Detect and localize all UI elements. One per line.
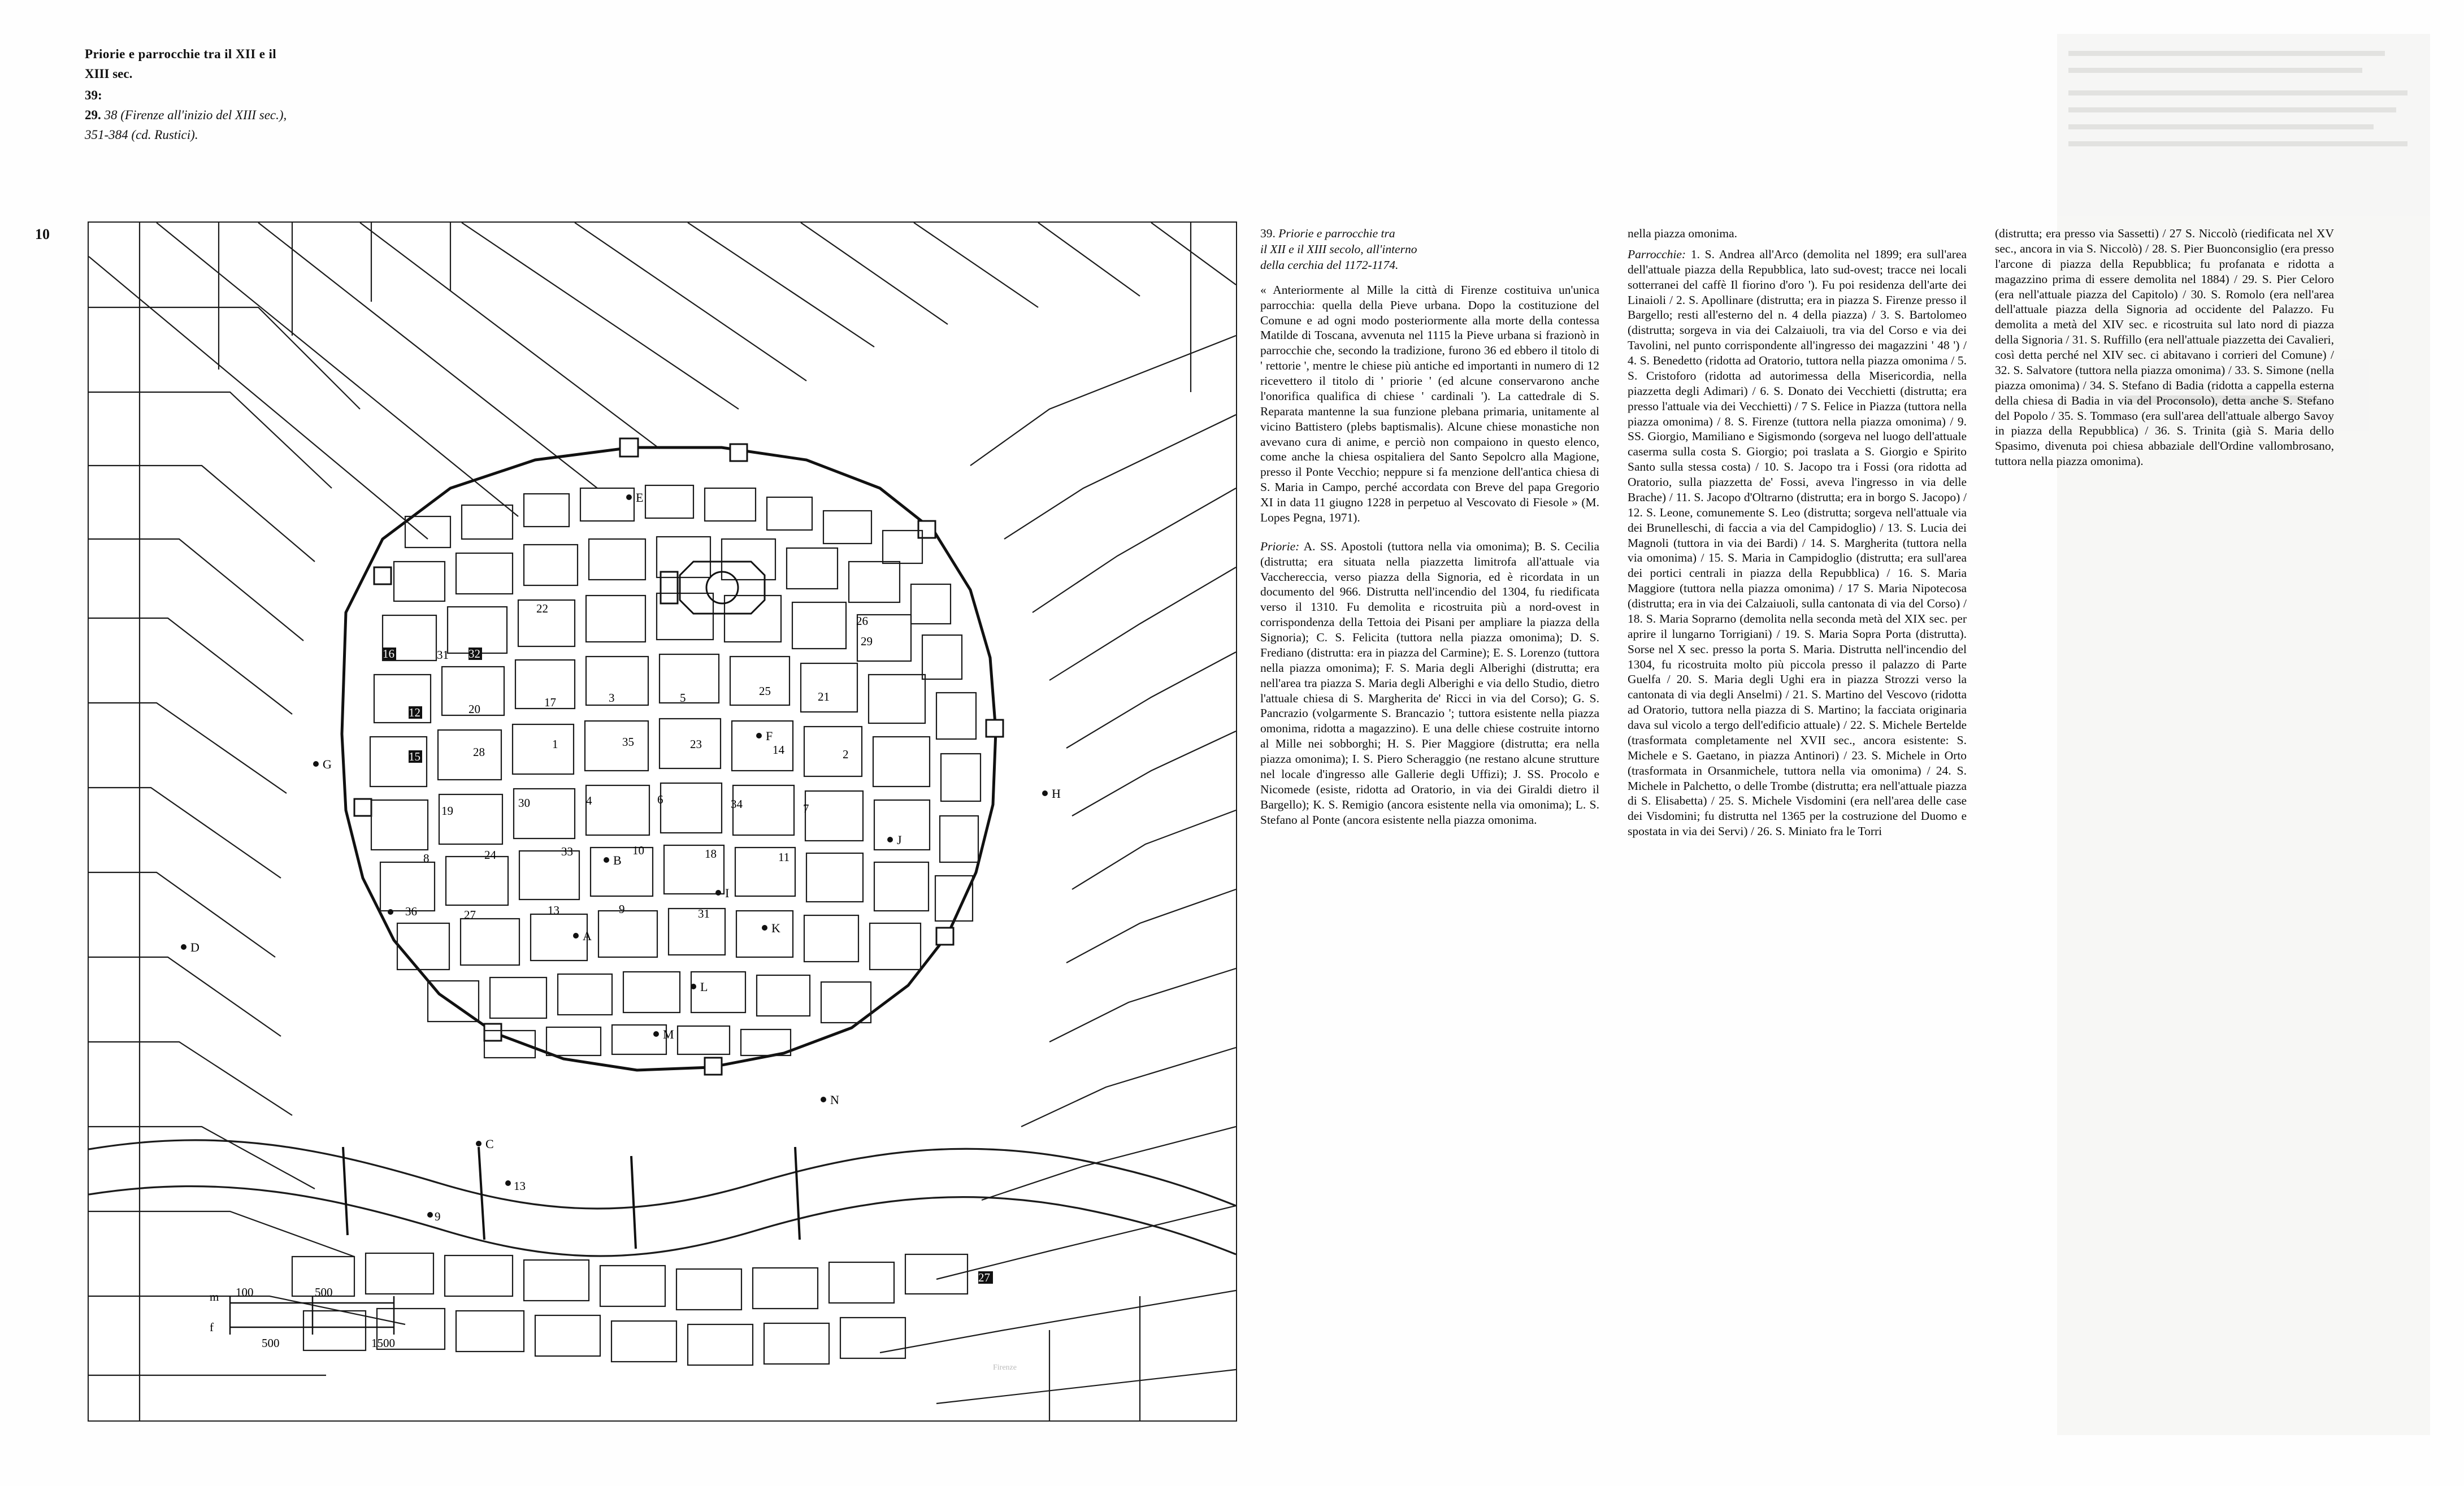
svg-text:8: 8 <box>423 851 430 865</box>
parrocchie-text: 1. S. Andrea all'Arco (demolita nel 1899; era sull'area dell'attuale piazza della Repubblica, lato sud-ovest; tracce nei locali sotterranei del caffè Il fiorino d'oro '). Fu poi residenza dell'arte dei Linaioli / 2. S. Apollinare (distrutta; era in piazza S. Firenze presso il Bargello; resti all'esterno del n. 4 della piazza) / 3. S. Bartolomeo (distrutta; sorgeva in via dei Calzaiuoli, tra via del Corso e via dei Tavolini, nel punto corrispondente all'ingresso dei magazzini ' 48 ') / 4. S. Benedetto (ridotta ad Oratorio, tuttora nella piazza omonima / 5. S. Cristoforo (ridotta ad autorimessa della Misericordia, nella piazzetta degli Adimari) / 6. S. Donato dei Vecchietti (distrutta; era presso l'attuale via dei Vecchietti) / 7 S. Felice in Piazza (tuttora nella piazza omonima) / 8. S. Firenze (tuttora nella piazza omonima) / 9. SS. Giorgio, Mamiliano e Sigismondo (sorgeva nel luogo dell'attuale caserma sulla costa S. Giorgio; poi traslata a S. Giorgio e Spirito Santo sulla stessa costa) / 10. S. Jacopo tra i Fossi (ora ridotta ad Oratorio, sulla piazzetta de' Fossi, aveva l'ingresso in via delle Brache) / 11. S. Jacopo d'Oltrarno (distrutta; era in borgo S. Jacopo) / 12. S. Leone, comunemente S. Leo (distrutta; sorgeva nell'attuale via dei Brunelleschi, di faccia a via del Campidoglio) / 13. S. Lucia dei Magnoli (tuttora in via dei Bardi) / 14. S. Margherita (tuttora nella via omonima) / 15. S. Maria in Campidoglio (distrutta; era sull'area dei portici centrali in piazza della Repubblica) / 16. S. Maria Maggiore (tuttora nella piazza omonima) / 17 S. Maria Nipotecosa (distrutta; era in via dei Calzaiuoli, sulla cantonata di via del Corso) / 18. S. Maria Soprarno (demolita nella seconda metà del XIX sec. per aprire il lungarno Torrigiani) / 19. S. Maria Sopra Porta (distrutta). Sorse nel X sec. presso la porta S. Maria. Distrutta nell'incendio del 1304, fu ricostruita molto più piccola presso il palazzo di Parte Guelfa / 20. S. Maria degli Ughi era in piazza Strozzi verso la cantonata di via degli Anselmi) / 21. S. Martino del Vescovo (ridotta ad Oratorio, tuttora nella piazza di S. Martino; la facciata originaria dava sul vicolo a tergo dell'edificio attuale) / 22. S. Michele Bertelde (trasformata completamente nel XVII sec., ancora esistente: S. Michele e S. Gaetano, in piazza Antinori) / 23. S. Michele in Orto (trasformata in Orsanmichele, tuttora nella via omonima) / 24. S. Michele in Palchetto, o delle Trombe (distrutta; era nell'attuale piazza di S. Elisabetta) / 25. S. Michele Visdomini (era nell'area delle case dei Visdomini; fu distrutta nel 1365 per la costruzione del Duomo e spostata in via dei Servi) / 26. S. Miniato fra le Torri <box>1628 247 1967 838</box>
figure-caption-line1: Priorie e parrocchie tra <box>1278 227 1395 240</box>
parrocchie-continuation: (distrutta; era presso via Sassetti) / 27 S. Niccolò (riedificata nel XV sec., ancora in via S. Niccolò) / 28. S. Pier Buonconsiglio (era presso l'arcone di piazza della Repubblica; fu profanata e ridotta a magazzino prima di essere demolita nel 1884) / 29. S. Pier Celoro (era nell'attuale piazza del Capitolo) / 30. S. Romolo (era nell'area dell'attuale piazza della Signoria ad occidente del Palazzo. Fu demolita a metà del XIV sec. e ricostruita sul lato nord di piazza della Signoria / 31. S. Ruffillo (era nell'attuale piazzetta dei Cavalieri, così detta perché nel XIV sec. ci abitavano i corrieri del Comune) / 32. S. Salvatore (tuttora nella piazza omonima) / 33. S. Simone (nella piazza omonima) / 34. S. Stefano di Badia (ridotta a cappella esterna della chiesa di Badia in via del Proconsolo), detta anche S. Stefano del Popolo / 35. S. Tommaso (era sull'area dell'attuale albergo Savoy in piazza della Repubblica) / 36. S. Trinita (già S. Maria dello Spasimo, divenuta poi chiesa abbaziale dell'Ordine vallombrosano, tuttora nella piazza omonima). <box>1995 227 2334 468</box>
priorie-block <box>1260 539 1599 828</box>
svg-text:I: I <box>725 886 730 900</box>
svg-text:1: 1 <box>552 737 558 751</box>
running-head-title-line1: Priorie e parrocchie tra il XII e il <box>85 47 277 61</box>
svg-text:26: 26 <box>856 614 868 628</box>
svg-text:14: 14 <box>773 743 784 757</box>
svg-text:m: m <box>210 1290 219 1303</box>
svg-text:2: 2 <box>843 748 849 761</box>
reference-text-2: 351-384 (cd. Rustici). <box>85 127 198 142</box>
svg-text:25: 25 <box>759 684 771 698</box>
running-head-title-line2: XIII sec. <box>85 66 133 81</box>
folio-number-left: 10 <box>35 226 50 242</box>
figure-caption-number: 39. <box>1260 227 1276 240</box>
figure-caption-title <box>1260 226 1599 273</box>
svg-text:27: 27 <box>464 908 476 922</box>
svg-text:36: 36 <box>405 905 417 918</box>
svg-text:18: 18 <box>705 847 717 861</box>
svg-text:3: 3 <box>609 691 615 705</box>
reference-text: 38 (Firenze all'inizio del XIII sec.), <box>104 107 287 122</box>
svg-text:13: 13 <box>548 903 559 917</box>
svg-text:33: 33 <box>561 845 573 858</box>
reference-number: 29. <box>85 107 101 122</box>
parrocchie-block <box>1628 247 1967 839</box>
svg-text:Firenze: Firenze <box>993 1363 1017 1372</box>
intro-paragraph: « Anteriormente al Mille la città di Firenze costituiva un'unica parrocchia: quella della Pieve urbana. Dopo la costituzione del Comune e ad ogni modo posteriormente alla morte della contessa Matilde di Toscana, avvenuta nel 1115 la Pieve urbana si frazionò in parrocchie che, secondo la tradizione, furono 36 ed ebbero il titolo di ' rettorie ', mentre le chiese più antiche ed importanti in numero di 12 ricevettero il titolo di ' priorie ' (ed alcune conservarono anche l'onorifica qualifica di chiese ' cardinali '). La cattedrale di S. Reparata mantenne la sua funzione plebana primaria, unitamente al vicino Battistero (plebs baptismalis). Alcune chiese monastiche non avevano cura di anime, e perciò non compaiono in questo elenco, come anche la chiesa ospitaliera del Santo Sepolcro alla Magione, presso il Ponte Vecchio; neppure si fa menzione dell'antica chiesa di S. Maria in Campo, perché accordata con Breve del papa Gregorio XI in data 11 giugno 1228 in perpetuo al Vescovato di Fiesole » (M. Lopes Pegna, 1971). <box>1260 283 1599 524</box>
column2-continuation: nella piazza omonima. <box>1628 227 1738 240</box>
svg-text:13: 13 <box>514 1179 526 1193</box>
city-map-svg <box>89 223 1236 1420</box>
svg-text:31: 31 <box>698 907 710 920</box>
running-head <box>85 45 480 144</box>
svg-text:29: 29 <box>861 635 873 648</box>
svg-text:f: f <box>210 1320 214 1334</box>
svg-text:9: 9 <box>435 1210 441 1223</box>
svg-text:32: 32 <box>468 647 480 661</box>
svg-text:12: 12 <box>409 706 420 719</box>
svg-text:34: 34 <box>731 797 743 811</box>
svg-text:16: 16 <box>383 647 394 661</box>
svg-text:30: 30 <box>518 796 530 810</box>
text-column-3 <box>1995 226 2334 475</box>
svg-text:5: 5 <box>680 691 686 705</box>
reference-line <box>85 106 480 125</box>
svg-text:10: 10 <box>632 844 644 857</box>
svg-text:J: J <box>897 833 902 847</box>
svg-text:500: 500 <box>262 1336 280 1350</box>
figure-caption-line3: della cerchia del 1172-1174. <box>1260 258 1399 272</box>
figure-caption-line2: il XII e il XIII secolo, all'interno <box>1260 242 1417 256</box>
svg-text:23: 23 <box>690 737 702 751</box>
svg-text:7: 7 <box>803 802 809 815</box>
svg-text:500: 500 <box>315 1285 333 1299</box>
section-number: 39: <box>85 88 102 103</box>
svg-text:E: E <box>636 490 644 505</box>
svg-text:19: 19 <box>441 804 453 818</box>
reference-line-2 <box>85 126 480 145</box>
map-credit <box>993 1363 1017 1372</box>
svg-text:F: F <box>766 729 773 743</box>
parrocchie-label: Parrocchie: <box>1628 247 1686 261</box>
svg-text:27: 27 <box>978 1271 990 1284</box>
svg-text:15: 15 <box>409 750 420 763</box>
svg-text:G: G <box>323 757 332 771</box>
svg-text:22: 22 <box>536 602 548 615</box>
svg-text:6: 6 <box>657 793 663 806</box>
svg-text:K: K <box>771 921 780 935</box>
svg-text:C: C <box>485 1137 494 1151</box>
text-column-1 <box>1260 226 1599 833</box>
svg-text:4: 4 <box>586 794 592 807</box>
svg-text:20: 20 <box>468 702 480 716</box>
svg-text:28: 28 <box>473 745 485 759</box>
svg-text:B: B <box>613 853 622 867</box>
svg-text:24: 24 <box>484 848 496 862</box>
svg-text:31: 31 <box>437 648 449 662</box>
svg-text:A: A <box>583 929 592 943</box>
svg-text:21: 21 <box>818 690 830 703</box>
svg-text:N: N <box>830 1093 839 1107</box>
svg-text:35: 35 <box>622 735 634 749</box>
svg-text:H: H <box>1052 787 1061 801</box>
svg-text:100: 100 <box>236 1285 254 1299</box>
map-panel <box>88 221 1237 1422</box>
svg-text:1500: 1500 <box>371 1336 395 1350</box>
svg-text:17: 17 <box>544 696 556 709</box>
priorie-label: Priorie: <box>1260 539 1300 553</box>
priorie-text: A. SS. Apostoli (tuttora nella via omonima); B. S. Cecilia (distrutta; era situata nella piazzetta limitrofa all'attuale via Vacchereccia, verso piazza della Signoria, ed è ricordata in un documento del 966. Distrutta nell'incendio del 1304, fu riedificata verso il 1310. Fu demolita e ricostruita più a nord-ovest in corrispondenza della Tettoia dei Pisani per ampliare la piazza della Signoria); C. S. Felicita (tuttora nella piazza omonima); D. S. Frediano (distrutta: era in piazza del Carmine); E. S. Lorenzo (tuttora nella piazza omonima); F. S. Maria degli Alberighi (distrutta; era nell'area tra piazza S. Maria degli Alberighi e via dello Studio, dietro l'attuale chiesa di S. Margherita de' Ricci in via del Corso); G. S. Pancrazio (volgarmente S. Brancazio '; tuttora esistente nella piazza omonima, ridotta a magazzino). E una delle chiese costruite intorno al Mille nei sobborghi; H. S. Pier Maggiore (distrutta; era nella piazza omonima); I. S. Piero Scheraggio (ne restano alcune strutture nel locale d'ingresso alle Gallerie degli Uffizi); J. SS. Procolo e Nicomede (esiste, ridotta ad Oratorio, in via dei Giraldi dietro il Bargello); K. S. Remigio (ancora esistente nella via omonima); L. S. Stefano al Ponte (ancora esistente nella piazza omonima. <box>1260 539 1599 827</box>
svg-text:D: D <box>190 940 199 954</box>
svg-text:M: M <box>663 1027 674 1041</box>
svg-text:11: 11 <box>778 850 790 864</box>
svg-text:L: L <box>700 980 708 994</box>
text-column-2 <box>1628 226 1967 845</box>
svg-text:9: 9 <box>619 902 625 916</box>
